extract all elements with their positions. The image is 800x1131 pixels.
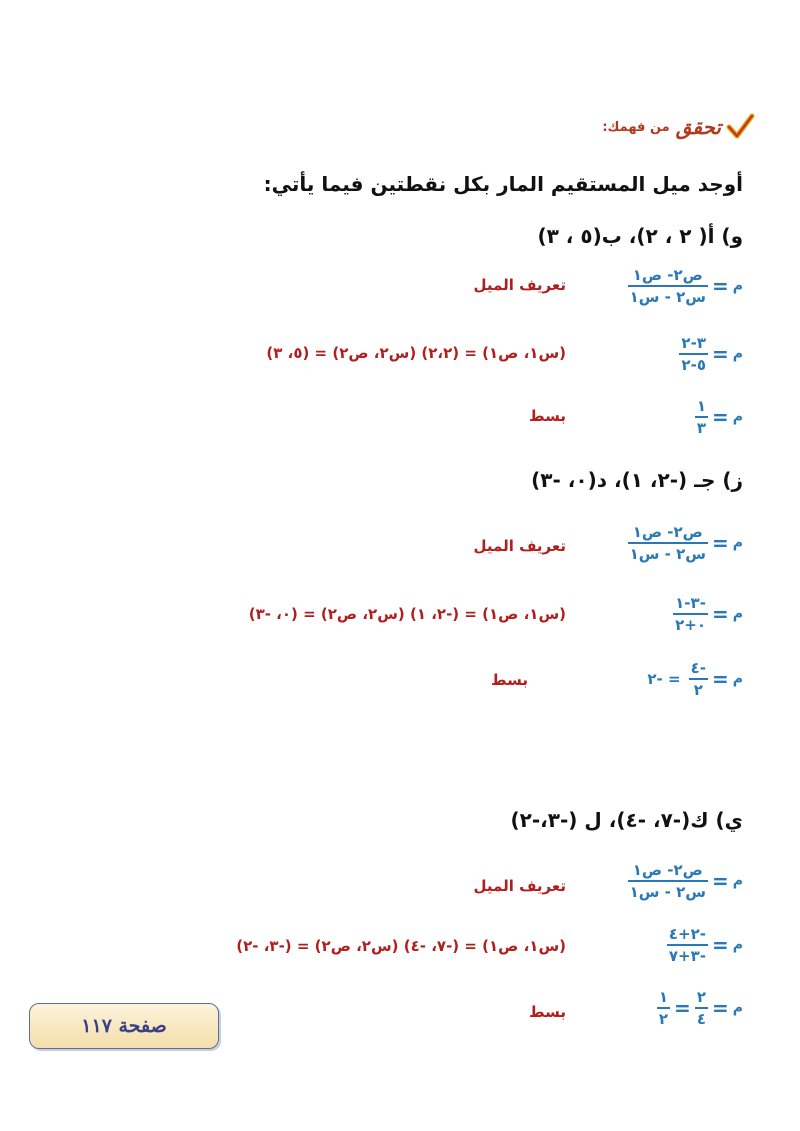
slope-symbol: م: [732, 671, 743, 687]
step-note: تعريف الميل: [473, 877, 566, 895]
equals-sign: =: [711, 667, 729, 691]
fraction: [673, 594, 708, 634]
equals-sign: =: [711, 996, 729, 1020]
equals-sign: =: [711, 274, 729, 298]
slope-symbol: م: [732, 873, 743, 889]
formula-row: [673, 594, 743, 634]
step-note: بسط: [529, 1003, 566, 1021]
formula-row: [679, 334, 743, 374]
formula-row: [628, 523, 743, 563]
header-title: تحقق: [675, 115, 721, 139]
numerator: ص٢- ص١: [632, 266, 703, 284]
equals-sign: =: [711, 933, 729, 957]
formula-row: [695, 397, 743, 437]
fraction: [679, 334, 708, 374]
step-result: = -٢: [647, 670, 681, 688]
page-number-box: [29, 1003, 219, 1049]
step-note: بسط: [491, 671, 528, 689]
formula-row: [667, 925, 743, 965]
fraction: [695, 397, 708, 437]
formula-row: [628, 861, 743, 901]
step-note: تعريف الميل: [473, 537, 566, 555]
numerator: ص٢- ص١: [632, 861, 703, 879]
numerator: ١: [696, 397, 706, 415]
slope-symbol: م: [732, 409, 743, 425]
fraction: [628, 523, 708, 563]
step-note: بسط: [529, 407, 566, 425]
denominator: س٢ - س١: [629, 288, 706, 306]
numerator: -٤: [690, 659, 706, 677]
equals-sign: =: [711, 602, 729, 626]
numerator: ص٢- ص١: [632, 523, 703, 541]
checkmark-icon: [725, 112, 755, 142]
equals-sign: =: [711, 869, 729, 893]
formula-row: [628, 266, 743, 306]
denominator: -٣+٧: [668, 947, 706, 965]
formula-row: [647, 659, 743, 699]
fraction: [695, 988, 708, 1028]
header-subtitle: من فهمك:: [602, 119, 670, 135]
denominator: ٢: [658, 1010, 669, 1028]
fraction: [689, 659, 708, 699]
denominator: ٤: [696, 1010, 706, 1028]
check-understanding-header: [602, 112, 755, 142]
step-note: (س١، ص١) = (-٢، ١) (س٢، ص٢) = (٠، -٣): [248, 605, 566, 623]
numerator: ٢: [696, 988, 706, 1006]
numerator: ١: [658, 988, 669, 1006]
fraction: [628, 861, 708, 901]
fraction: [667, 925, 708, 965]
numerator: -٢+٤: [668, 925, 706, 943]
equals-sign: =: [711, 342, 729, 366]
denominator: ٥-٢: [681, 356, 706, 374]
slope-symbol: م: [732, 346, 743, 362]
step-note: (س١، ص١) = (٢،٢) (س٢، ص٢) = (٥، ٣): [266, 344, 566, 362]
instruction-text: أوجد ميل المستقيم المار بكل نقطتين فيما يأتي:: [263, 172, 743, 196]
denominator: س٢ - س١: [629, 883, 706, 901]
equals-sign: =: [711, 405, 729, 429]
numerator: ٣-٢: [681, 334, 706, 352]
problem-label: ز) جـ (-٢، ١)، د(٠، -٣): [531, 468, 743, 492]
problem-label: ي) ك(-٧، -٤)، ل (-٣،-٢): [510, 808, 743, 832]
slope-symbol: م: [732, 278, 743, 294]
fraction: [628, 266, 708, 306]
slope-symbol: م: [732, 937, 743, 953]
denominator: ٢: [693, 681, 703, 699]
page-number: صفحة ١١٧: [81, 1015, 167, 1037]
denominator: ٠+٢: [675, 616, 706, 634]
fraction: [657, 988, 670, 1028]
problem-label: و) أ( ٢ ، ٢)، ب(٥ ، ٣): [537, 224, 743, 248]
formula-row: [657, 988, 743, 1028]
step-note: (س١، ص١) = (-٧، -٤) (س٢، ص٢) = (-٣، -٢): [236, 937, 566, 955]
numerator: -٣-١: [675, 594, 706, 612]
denominator: س٢ - س١: [629, 545, 706, 563]
slope-symbol: م: [732, 535, 743, 551]
slope-symbol: م: [732, 606, 743, 622]
equals-sign: =: [711, 531, 729, 555]
denominator: ٣: [696, 419, 706, 437]
step-note: تعريف الميل: [473, 276, 566, 294]
slope-symbol: م: [732, 1000, 743, 1016]
equals-sign: =: [674, 996, 691, 1020]
